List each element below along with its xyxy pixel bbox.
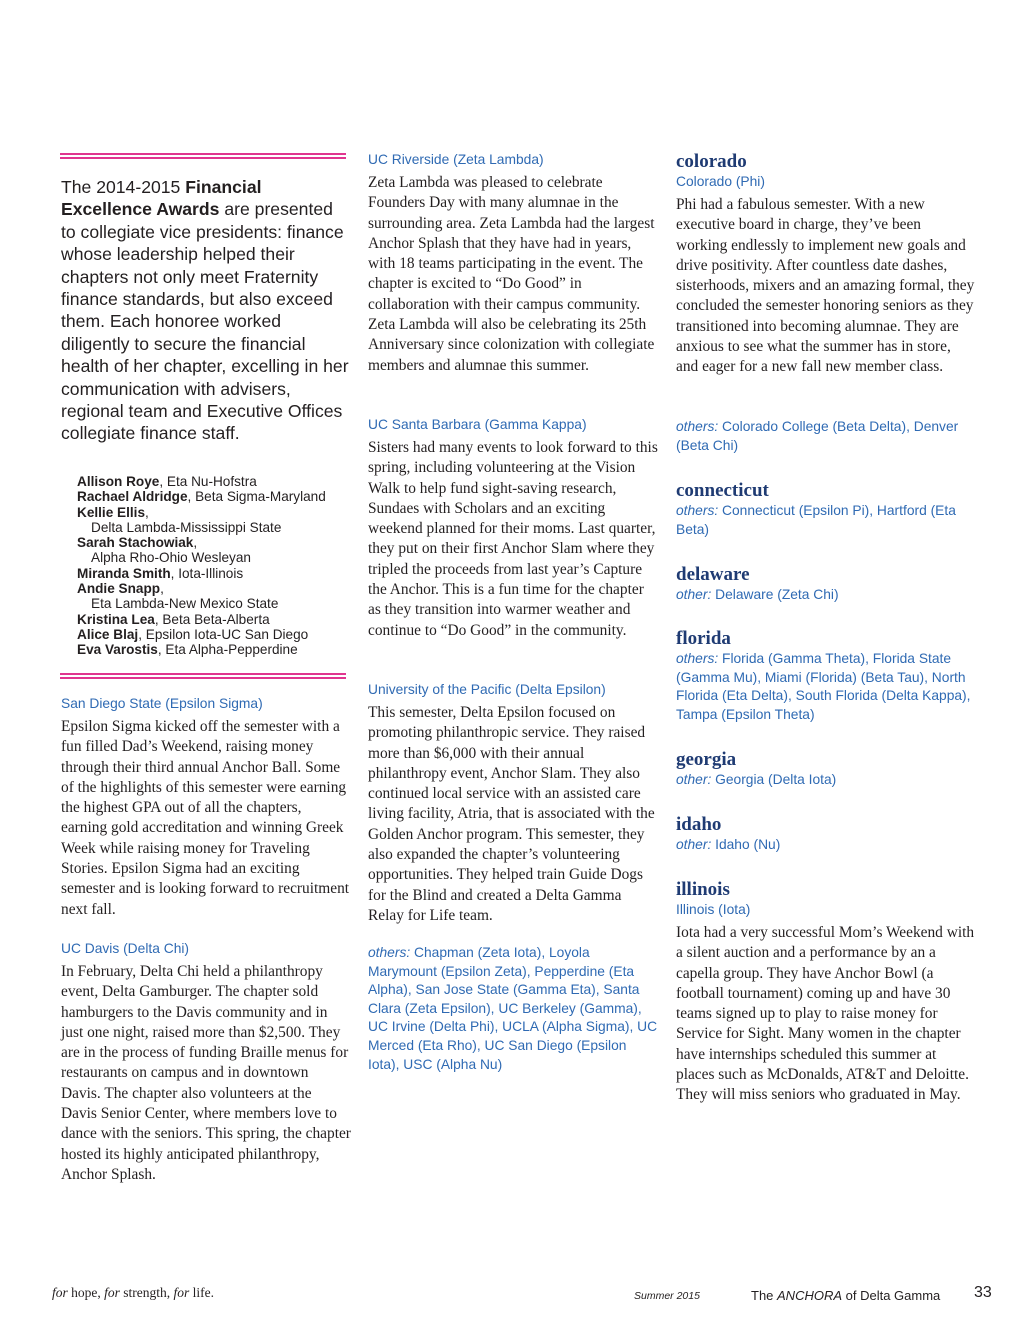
honoree-chapter: Delta Lambda-Mississippi State <box>91 519 282 535</box>
chapter-heading: University of the Pacific (Delta Epsilon) <box>368 682 606 697</box>
others-text: Delaware (Zeta Chi) <box>711 587 839 602</box>
others-text: Georgia (Delta Iota) <box>711 772 837 787</box>
chapter-heading: UC Santa Barbara (Gamma Kappa) <box>368 417 587 432</box>
others-text: Florida (Gamma Theta), Florida State (Gamma Mu), Miami (Florida) (Beta Tau), North Florida (Eta Delta), South Florida (Delta Kappa), Tampa (Epsilon Theta) <box>676 651 971 722</box>
chapter-body: Zeta Lambda was pleased to celebrate Founders Day with many alumnae in the surrounding area. Zeta Lambda had the largest Anchor Splash that they have had in years, with 18 teams participating in the event. The chapter is excited to “Do Good” in collaboration with their campus community. Zeta Lambda will also be celebrating its 25th Anniversary since colonization with collegiate members and alumnae this summer. <box>368 174 655 374</box>
honoree-chapter: , Beta Sigma-Maryland <box>187 489 326 505</box>
honoree-chapter: , Iota-Illinois <box>170 565 244 581</box>
honoree <box>77 627 367 642</box>
others-text: Connecticut (Epsilon Pi), Hartford (Eta Beta) <box>676 503 956 537</box>
chapter-body: Phi had a fabulous semester. With a new executive board in charge, they’ve been working endlessly to implement new goals and drive positivity. After countless date dashes, sisterhoods, mixers and an amazing formal, they concluded the semester honoring seniors as they transitioned into becoming alumnae. They are anxious to see what the summer has in store, and eager for a new fall new member class. <box>676 196 975 376</box>
idaho-section <box>676 814 976 855</box>
honoree-name: Andie Snapp <box>77 581 161 597</box>
state-heading: connecticut <box>676 480 769 501</box>
chapter-heading: UC Riverside (Zeta Lambda) <box>368 152 544 167</box>
delaware-section <box>676 564 976 605</box>
awards-intro <box>61 176 349 445</box>
honoree <box>77 505 367 520</box>
university-of-the-pacific-section <box>368 681 660 926</box>
honoree <box>77 581 367 596</box>
honoree-list <box>77 474 367 658</box>
others-label: other: <box>676 837 712 852</box>
honoree <box>77 535 367 550</box>
others-text: Idaho (Nu) <box>711 837 781 852</box>
honoree-name: Eva Varostis <box>77 642 158 658</box>
chapter-body: Iota had a very successful Mom’s Weekend with a silent auction and a performance by an a capella group. They have Anchor Bowl (a football tournament) coming up and have 30 teams signed up to play to raise money for Service for Sight. Many women in the chapter have internships scheduled this summer at places such as McDonalds, AT&T and Deloitte. They will miss seniors who graduated in May. <box>676 924 975 1104</box>
state-heading: colorado <box>676 151 747 172</box>
honoree <box>77 566 367 581</box>
honoree <box>77 474 367 489</box>
chapter-heading: Illinois (Iota) <box>676 902 751 917</box>
chapter-heading: Colorado (Phi) <box>676 174 765 189</box>
uc-davis-section <box>61 940 351 1185</box>
georgia-section <box>676 749 976 790</box>
honoree-chapter: , Epsilon Iota-UC San Diego <box>138 626 309 642</box>
tagline-for: for <box>104 1285 120 1300</box>
san-diego-state-section <box>61 695 351 920</box>
state-heading: illinois <box>676 879 730 900</box>
honoree-chapter: , <box>160 581 164 597</box>
honoree <box>77 642 367 657</box>
connecticut-section <box>676 480 976 539</box>
others-label: others: <box>676 419 719 434</box>
florida-section <box>676 628 976 724</box>
pub-rest: of Delta Gamma <box>842 1288 941 1303</box>
honoree <box>77 612 367 627</box>
colorado-others <box>676 418 966 455</box>
intro-lead: The 2014-2015 <box>61 177 186 197</box>
state-heading: delaware <box>676 564 750 585</box>
honoree-name: Alice Blaj <box>77 626 139 642</box>
honoree-name: Kellie Ellis <box>77 504 146 520</box>
issue-date: Summer 2015 <box>634 1290 700 1302</box>
chapter-body: Epsilon Sigma kicked off the semester with a fun filled Dad’s Weekend, raising money through their third annual Anchor Ball. Some of the highlights of this semester were earning the highest GPA out of all the chapters, earning gold accreditation and winning Greek Week while raising money for Traveling Stories. Epsilon Sigma had an exciting semester and is looking forward to recruitment next fall. <box>61 718 350 918</box>
honoree-name: Kristina Lea <box>77 611 155 627</box>
others-text: Colorado College (Beta Delta), Denver (Beta Chi) <box>676 419 959 453</box>
others-label: others: <box>368 945 411 960</box>
chapter-body: Sisters had many events to look forward to this spring, including volunteering at the Vision Walk to help fund sight-saving research, Sundaes with Scholars and an exciting weekend planned for their moms. Last quarter, they put on their first Anchor Slam where they tripled the proceeds from last year’s Capture the Anchor. This is a fun time for the chapter as they transition into warmer weather and continue to “Do Good” in the community. <box>368 439 658 639</box>
others-label: other: <box>676 587 712 602</box>
tagline-life: life. <box>189 1285 215 1300</box>
pub-the: The <box>751 1288 778 1303</box>
honoree-chapter: , <box>193 535 198 551</box>
honoree-name: Miranda Smith <box>77 565 171 581</box>
honoree-name: Rachael Aldridge <box>77 489 188 505</box>
uc-riverside-section <box>368 151 660 376</box>
top-rule <box>60 153 346 159</box>
state-heading: georgia <box>676 749 737 770</box>
chapter-heading: UC Davis (Delta Chi) <box>61 941 190 956</box>
chapter-body: In February, Delta Chi held a philanthropy event, Delta Gamburger. The chapter sold hamburgers to the Davis community and in just one night, raised more than $2,500. They are in the process of funding Braille menus for restaurants on campus and in downtown Davis. The chapter also volunteers at the Davis Senior Center, where members love to dance with the seniors. This spring, the chapter hosted its highly anticipated philanthropy, Anchor Splash. <box>61 963 351 1183</box>
page-number: 33 <box>974 1284 992 1301</box>
others-label: other: <box>676 772 712 787</box>
honoree-chapter: Alpha Rho-Ohio Wesleyan <box>91 550 251 566</box>
tagline-for: for <box>52 1285 68 1300</box>
chapter-heading: San Diego State (Epsilon Sigma) <box>61 696 263 711</box>
intro-rest: are presented to collegiate vice presidents: finance whose leadership helped their chapters not only meet Fraternity finance standards, but also exceed them. Each honoree worked diligently to secure the financial health of her chapter, excelling in her communication with advisers, regional team and Executive Offices collegiate finance staff. <box>61 199 349 444</box>
footer-tagline <box>52 1285 214 1301</box>
others-label: others: <box>676 651 719 666</box>
tagline-for: for <box>173 1285 190 1300</box>
tagline-hope: hope, <box>67 1285 105 1300</box>
pub-name: ANCHORA <box>777 1288 843 1303</box>
honoree-chapter: , <box>145 504 149 520</box>
honoree-chapter: , Eta Alpha-Pepperdine <box>157 642 298 658</box>
mid-rule <box>60 673 346 679</box>
state-heading: florida <box>676 628 731 649</box>
honoree-chapter: , Beta Beta-Alberta <box>154 611 270 627</box>
honoree-chapter: , Eta Nu-Hofstra <box>159 474 257 489</box>
tagline-strength: strength, <box>119 1285 174 1300</box>
california-others <box>368 944 658 1074</box>
honoree <box>77 489 367 504</box>
honoree-name: Allison Roye <box>77 474 160 489</box>
others-text: Chapman (Zeta Iota), Loyola Marymount (Epsilon Zeta), Pepperdine (Eta Alpha), San Jose State (Gamma Eta), Santa Clara (Zeta Epsilon), UC Berkeley (Gamma), UC Irvine (Delta Phi), UCLA (Alpha Sigma), UC Merced (Eta Rho), UC San Diego (Epsilon Iota), USC (Alpha Nu) <box>368 945 658 1072</box>
colorado-section <box>676 151 976 378</box>
state-heading: idaho <box>676 814 722 835</box>
others-label: others: <box>676 503 719 518</box>
illinois-section <box>676 879 976 1106</box>
honoree-chapter: Eta Lambda-New Mexico State <box>91 596 279 612</box>
uc-santa-barbara-section <box>368 416 660 641</box>
intro-bold: Financial Excellence Awards <box>61 177 262 220</box>
publication-name <box>751 1288 940 1303</box>
chapter-body: This semester, Delta Epsilon focused on promoting philanthropic service. They raised more than $6,000 with their annual philanthropy event, Anchor Slam. They also continued local service with an assisted care living facility, Atria, that is associated with the Golden Anchor program. This semester, they also expanded the chapter’s volunteering opportunities. They helped train Guide Dogs for the Blind and created a Delta Gamma Relay for Life team. <box>368 704 655 924</box>
honoree-name: Sarah Stachowiak <box>77 535 194 551</box>
